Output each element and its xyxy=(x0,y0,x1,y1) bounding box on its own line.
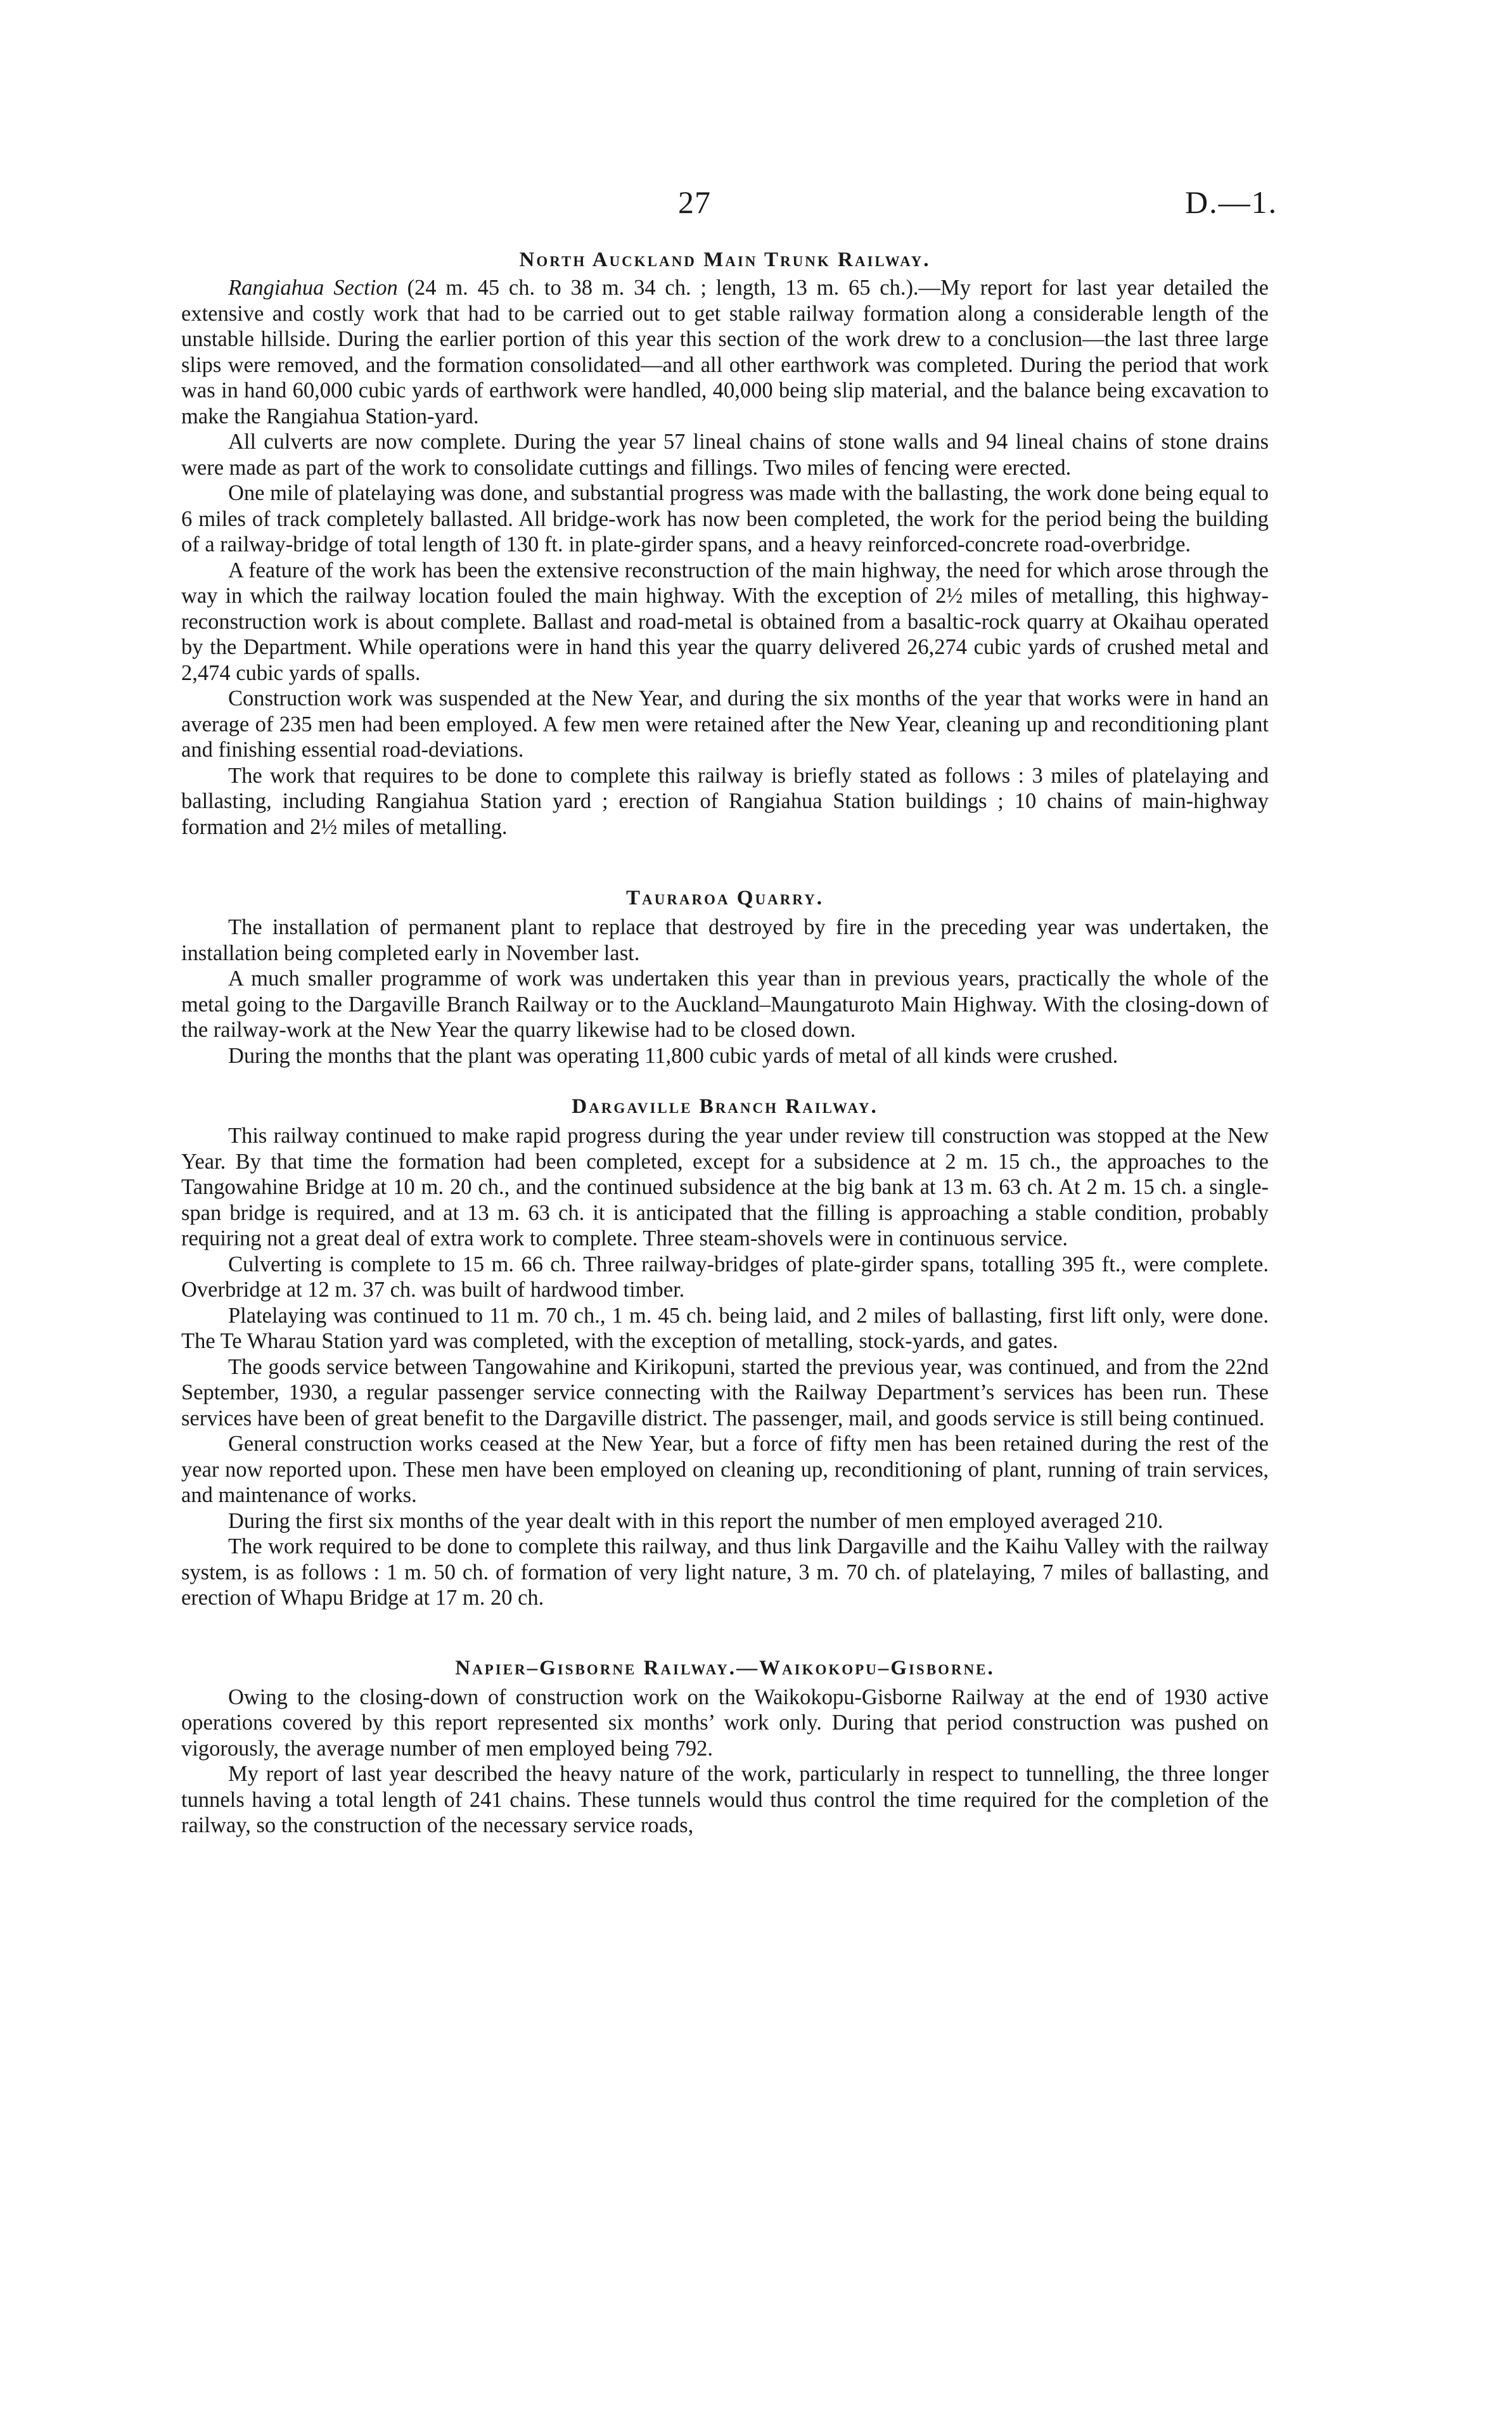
paragraph: My report of last year described the heavy nature of the work, particularly in respect to tunnelling, the three longer tunnels having a total length of 241 chains. These tunnels would thus control the time required for the completion of the railway, so the construction of the necessary service roads, xyxy=(181,1762,1269,1837)
page-number: 27 xyxy=(678,184,711,220)
page-content xyxy=(181,247,1269,1839)
paragraph: A feature of the work has been the extensive reconstruction of the main highway, the need for which arose through the way in which the railway location fouled the main highway. With the exception of 2½ miles of metalling, this highway-reconstruction work is about complete. Ballast and road-metal is obtained from a basaltic-rock quarry at Okaihau operated by the Department. While operations were in hand this year the quarry delivered 26,274 cubic yards of crushed metal and 2,474 cubic yards of spalls. xyxy=(181,558,1269,685)
paragraph: Construction work was suspended at the New Year, and during the six months of the year that works were in hand an average of 235 men had been employed. A few men were retained after the New Year, cleaning up and reconditioning plant and finishing essential road-deviations. xyxy=(181,686,1269,762)
paragraph: All culverts are now complete. During the year 57 lineal chains of stone walls and 94 lineal chains of stone drains were made as part of the work to consolidate cuttings and fillings. Two miles of fencing were erected. xyxy=(181,430,1269,480)
paragraph: The goods service between Tangowahine and Kirikopuni, started the previous year, was continued, and from the 22nd September, 1930, a regular passenger service connecting with the Railway Department’s services has been run. These services have been of great benefit to the Dargaville district. The passenger, mail, and goods service is still being continued. xyxy=(181,1354,1269,1430)
section-heading: Napier–Gisborne Railway.—Waikokopu–Gisborne. xyxy=(455,1656,995,1679)
paragraph: Culverting is complete to 15 m. 66 ch. Three railway-bridges of plate-girder spans, totalling 395 ft., were complete. Overbridge at 12 m. 37 ch. was built of hardwood timber. xyxy=(181,1252,1269,1302)
paragraph: General construction works ceased at the New Year, but a force of fifty men has been retained during the rest of the year now reported upon. These men have been employed on cleaning up, reconditioning of plant, running of train services, and maintenance of works. xyxy=(181,1432,1269,1507)
section-heading: Dargaville Branch Railway. xyxy=(572,1095,878,1118)
page-header xyxy=(0,184,1512,222)
paragraph: During the months that the plant was operating 11,800 cubic yards of metal of all kinds were crushed. xyxy=(228,1043,1118,1068)
paragraph: A much smaller programme of work was undertaken this year than in previous years, practically the whole of the metal going to the Dargaville Branch Railway or to the Auckland–Maungaturoto Main Highway. With the closing-down of the railway-work at the New Year the quarry likewise had to be closed down. xyxy=(181,966,1269,1042)
paragraph: Owing to the closing-down of construction work on the Waikokopu-Gisborne Railway at the end of 1930 active operations covered by this report represented six months’ work only. During that period construction was pushed on vigorously, the average number of men employed being 792. xyxy=(181,1685,1269,1761)
document-code: D.—1. xyxy=(1185,184,1278,220)
paragraph: The installation of permanent plant to replace that destroyed by fire in the preceding year was undertaken, the installation being completed early in November last. xyxy=(181,915,1269,965)
paragraph-lead: Rangiahua Section xyxy=(228,276,398,300)
paragraph: During the first six months of the year dealt with in this report the number of men employed averaged 210. xyxy=(228,1508,1163,1533)
paragraph xyxy=(181,275,1269,429)
paragraph: The work that requires to be done to complete this railway is briefly stated as follows : 3 miles of platelaying and ballasting, including Rangiahua Station yard ; erection of Rangiahua Station buildings ; 10 chains of main-highway formation and 2½ miles of metalling. xyxy=(181,763,1269,839)
paragraph: Platelaying was continued to 11 m. 70 ch., 1 m. 45 ch. being laid, and 2 miles of ballasting, first lift only, were done. The Te Wharau Station yard was completed, with the exception of metalling, stock-yards, and gates. xyxy=(181,1303,1269,1353)
section-dargaville-branch-railway xyxy=(181,1094,1269,1611)
paragraph: The work required to be done to complete this railway, and thus link Dargaville and the Kaihu Valley with the railway system, is as follows : 1 m. 50 ch. of formation of very light nature, 3 m. 70 ch. of platelaying, 7 miles of ballasting, and erection of Whapu Bridge at 17 m. 20 ch. xyxy=(181,1534,1269,1610)
paragraph: This railway continued to make rapid progress during the year under review till construction was stopped at the New Year. By that time the formation had been completed, except for a subsidence at 2 m. 15 ch., the approaches to the Tangowahine Bridge at 10 m. 20 ch., and the continued subsidence at the big bank at 13 m. 63 ch. At 2 m. 15 ch. a single-span bridge is required, and at 13 m. 63 ch. it is anticipated that the filling is approaching a stable condition, probably requiring not a great deal of extra work to complete. Three steam-shovels were in continuous service. xyxy=(181,1124,1269,1250)
section-heading: North Auckland Main Trunk Railway. xyxy=(519,248,931,271)
section-tauraroa-quarry xyxy=(181,885,1269,1069)
paragraph: One mile of platelaying was done, and substantial progress was made with the ballasting, the work done being equal to 6 miles of track completely ballasted. All bridge-work has now been completed, the work for the period being the building of a railway-bridge of total length of 130 ft. in plate-girder spans, and a heavy reinforced-concrete road-overbridge. xyxy=(181,481,1269,556)
paragraph-text: (24 m. 45 ch. to 38 m. 34 ch. ; length, 13 m. 65 ch.).—My report for last year detailed the extensive and costly work that had to be carried out to get stable railway formation along a considerable length of the unstable hillside. During the earlier portion of this year this section of the work drew to a conclusion—the last three large slips were removed, and the formation consolidated—and all other earthwork was completed. During the period that work was in hand 60,000 cubic yards of earthwork were handled, 40,000 being slip material, and the balance being excavation to make the Rangiahua Station-yard. xyxy=(181,276,1269,428)
section-heading: Tauraroa Quarry. xyxy=(626,887,824,909)
section-north-auckland-main-trunk xyxy=(181,247,1269,840)
section-napier-gisborne-railway xyxy=(181,1655,1269,1839)
